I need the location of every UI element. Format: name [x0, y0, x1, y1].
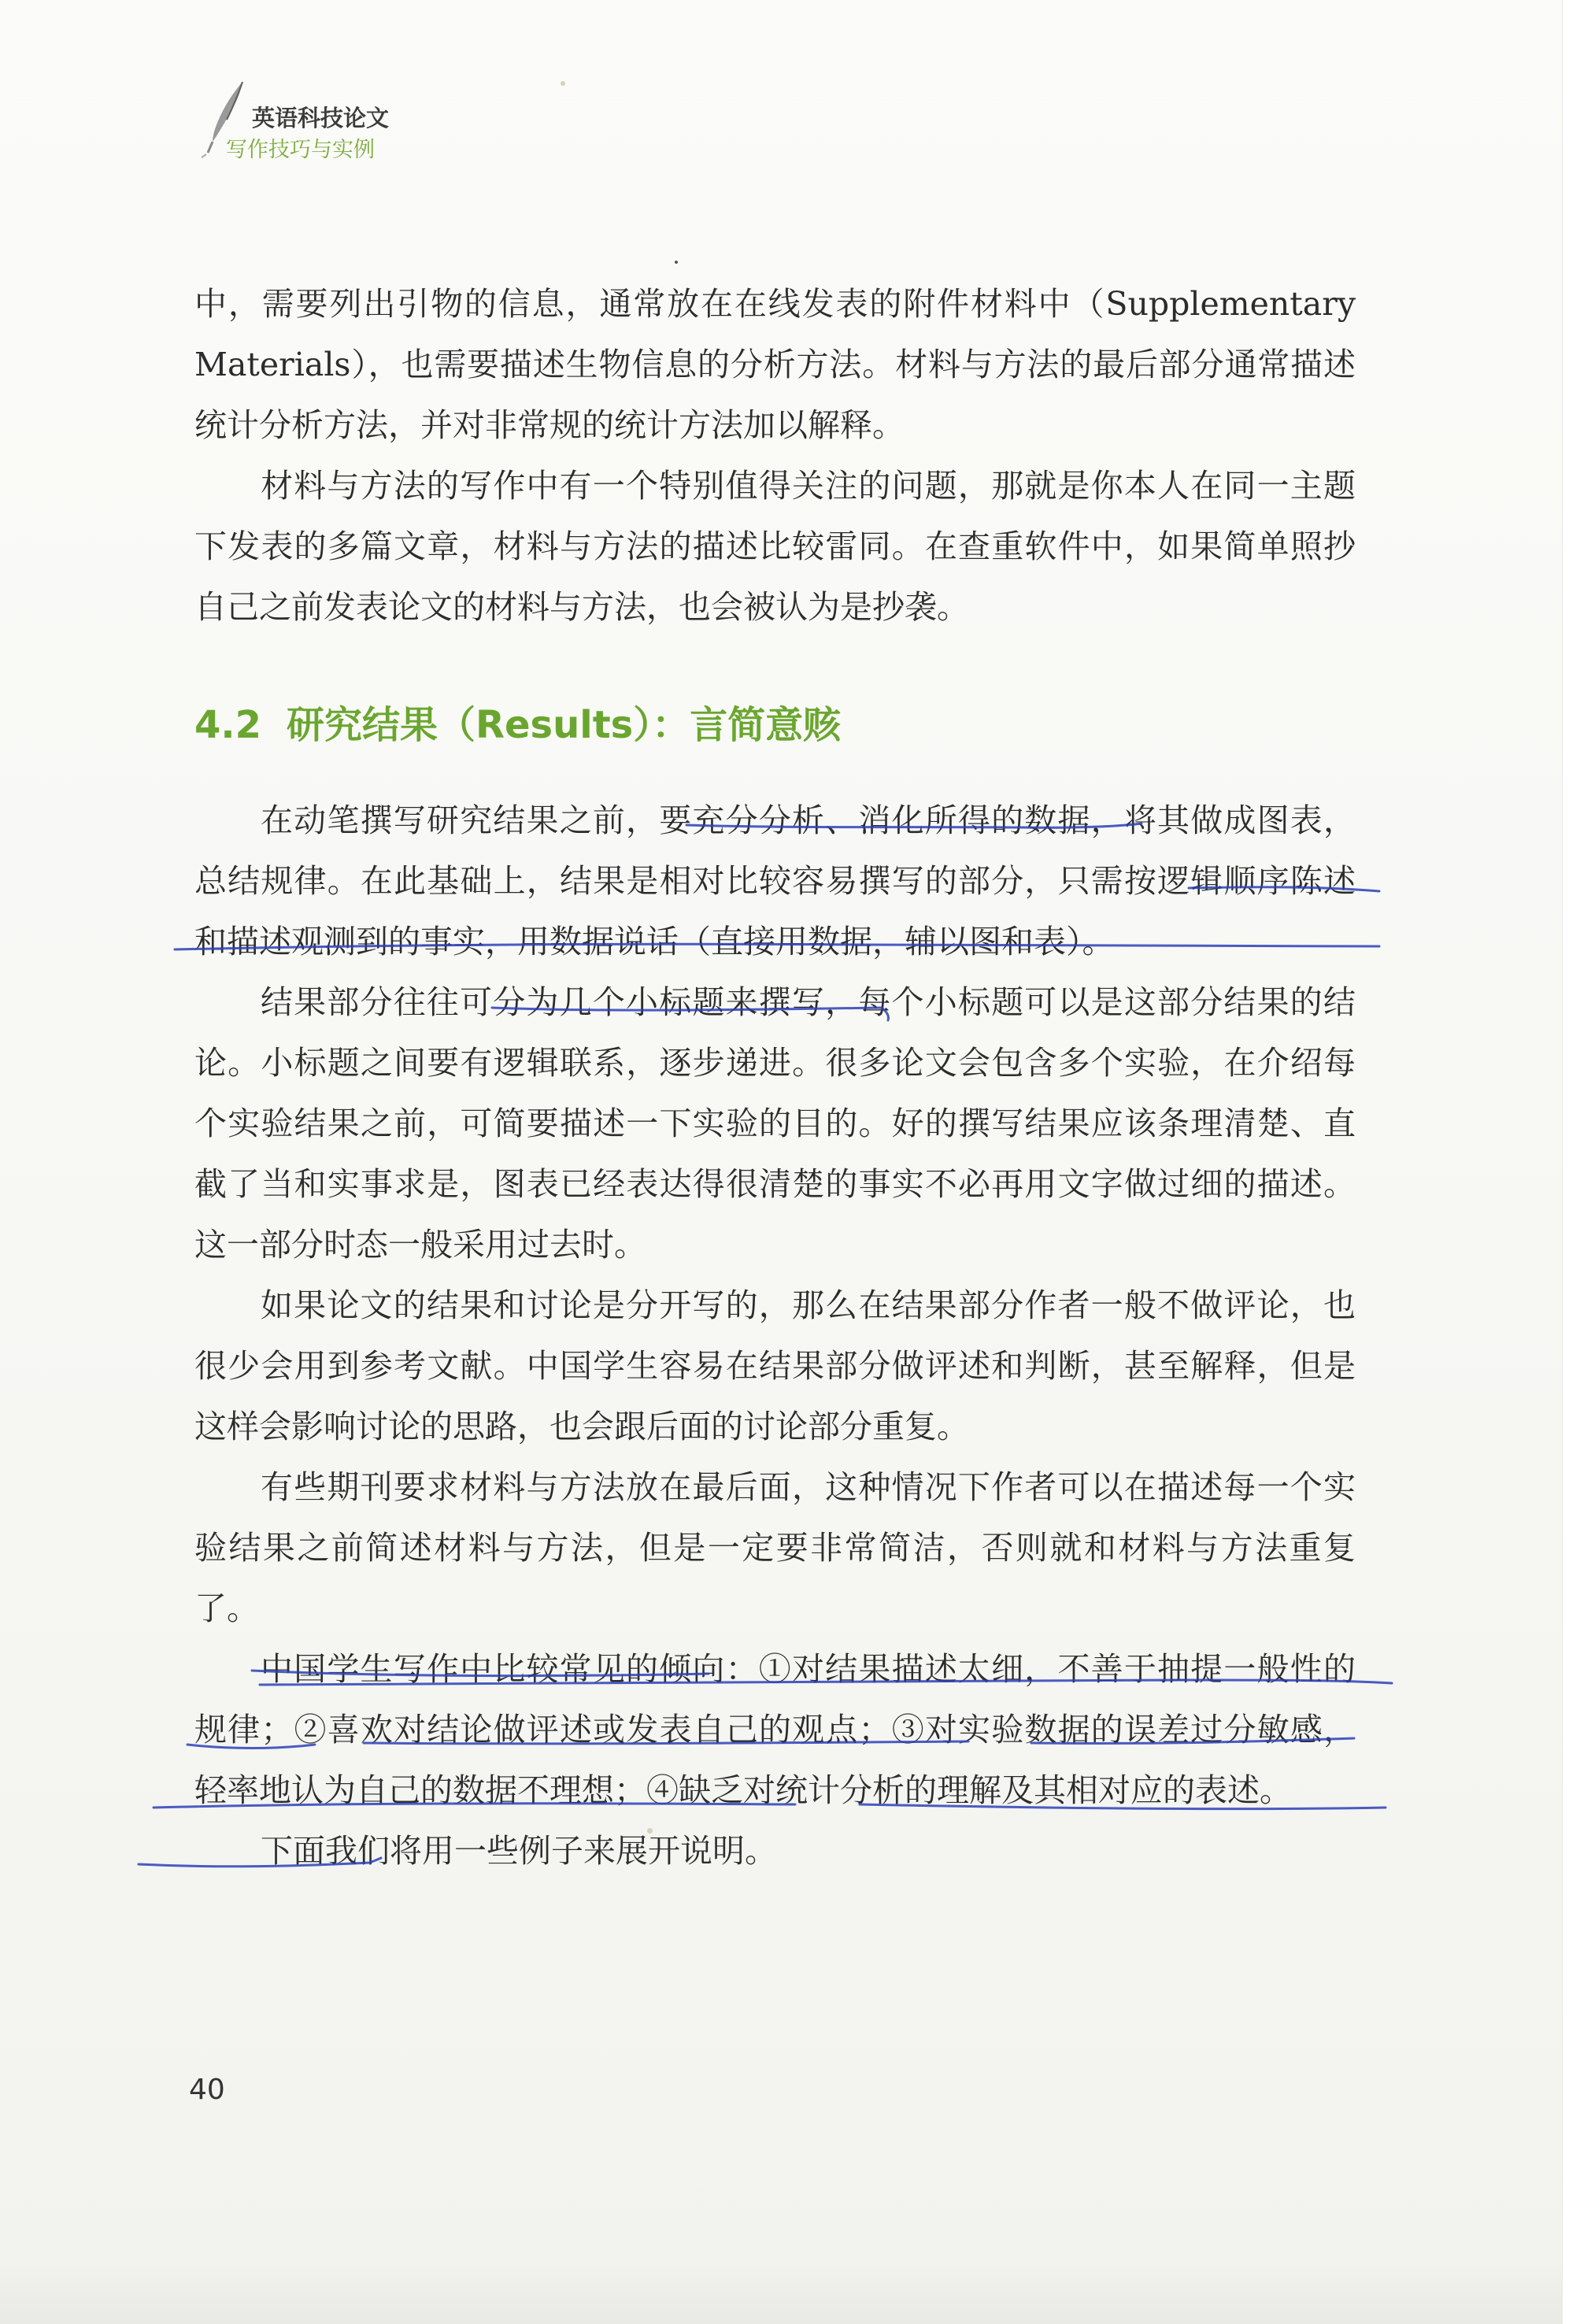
- scan-speck: [675, 261, 678, 264]
- page-body: [194, 274, 1356, 1882]
- scan-speck: [561, 81, 565, 86]
- paragraph: 中，需要列出引物的信息，通常放在在线发表的附件材料中（Supplementary Materials），也需要描述生物信息的分析方法。材料与方法的最后部分通常描述统计分析方法，并对非常规的统计方法加以解释。: [194, 285, 1356, 444]
- paragraph: 有些期刊要求材料与方法放在最后面，这种情况下作者可以在描述每一个实验结果之前简述材料与方法，但是一定要非常简洁，否则就和材料与方法重复了。: [194, 1468, 1356, 1627]
- section-number: 4.2: [194, 703, 262, 747]
- scan-margin: [1563, 0, 1580, 2324]
- book-subtitle: 写作技巧与实例: [226, 138, 375, 162]
- paragraph: 结果部分往往可分为几个小标题来撰写，每个小标题可以是这部分结果的结论。小标题之间要有逻辑联系，逐步递进。很多论文会包含多个实验，在介绍每个实验结果之前，可简要描述一下实验的目的。好的撰写结果应该条理清楚、直截了当和实事求是，图表已经表达得很清楚的事实不必再用文字做过细的描述。这一部分时态一般采用过去时。: [194, 983, 1356, 1264]
- section-title: 研究结果（Results）：言简意赅: [287, 703, 842, 747]
- section-heading: [194, 690, 1356, 760]
- paragraph: 如果论文的结果和讨论是分开写的，那么在结果部分作者一般不做评论，也很少会用到参考文献。中国学生容易在结果部分做评述和判断，甚至解释，但是这样会影响讨论的思路，也会跟后面的讨论部分重复。: [194, 1286, 1356, 1445]
- running-header: [197, 79, 449, 165]
- book-title: 英语科技论文: [252, 105, 390, 131]
- paragraph: 中国学生写作中比较常见的倾向：①对结果描述太细，不善于抽提一般性的规律；②喜欢对结论做评述或发表自己的观点；③对实验数据的误差过分敏感，轻率地认为自己的数据不理想；④缺乏对统计分析的理解及其相对应的表述。: [194, 1650, 1356, 1809]
- page-shadow: [0, 2259, 1563, 2324]
- page-number: 40: [189, 2074, 225, 2106]
- paragraph: 下面我们将用一些例子来展开说明。: [261, 1832, 777, 1870]
- paragraph: 在动笔撰写研究结果之前，要充分分析、消化所得的数据，将其做成图表，总结规律。在此基础上，结果是相对比较容易撰写的部分，只需按逻辑顺序陈述和描述观测到的事实，用数据说话（直接用数据，辅以图和表）。: [194, 801, 1356, 960]
- paragraph: 材料与方法的写作中有一个特别值得关注的问题，那就是你本人在同一主题下发表的多篇文章，材料与方法的描述比较雷同。在查重软件中，如果简单照抄自己之前发表论文的材料与方法，也会被认为是抄袭。: [194, 467, 1356, 626]
